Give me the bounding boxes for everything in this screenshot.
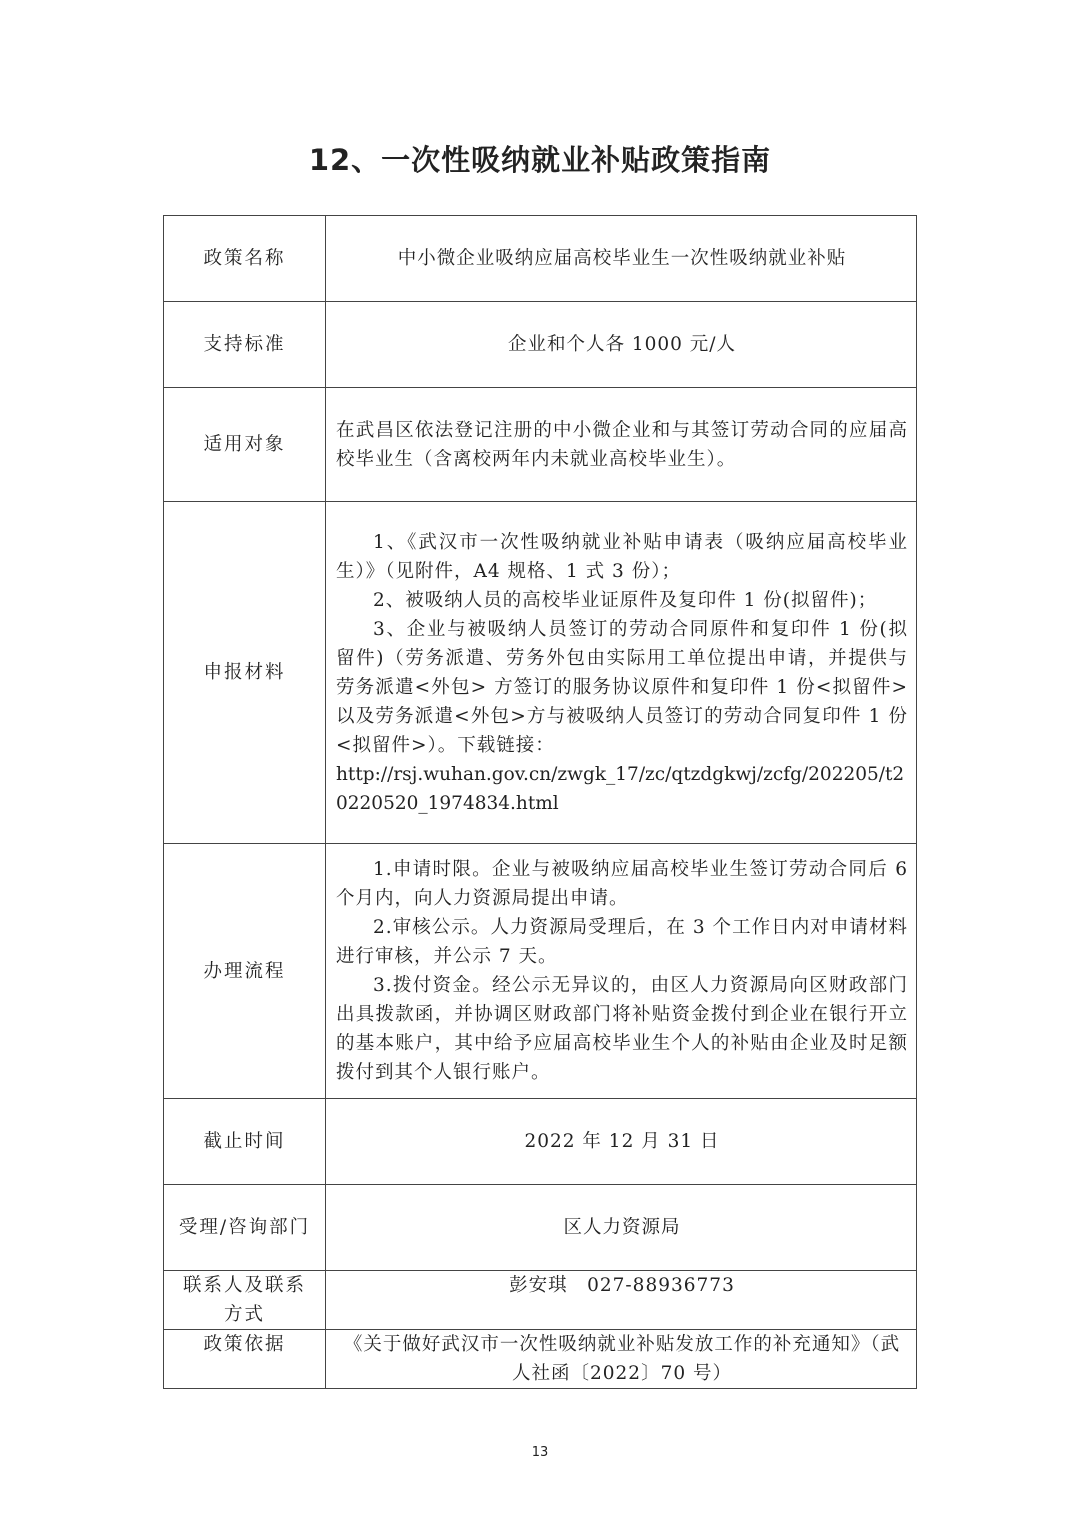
- deadline-value: 2022 年 12 月 31 日: [326, 1099, 917, 1185]
- materials-item-1: 1、《武汉市一次性吸纳就业补贴申请表（吸纳应届高校毕业生）》（见附件，A4 规格、1 式 3 份）；: [336, 531, 908, 582]
- process-step-2: 2.审核公示。人力资源局受理后，在 3 个工作日内对申请材料进行审核，并公示 7 天。: [336, 917, 908, 967]
- materials-download-link[interactable]: http://rsj.wuhan.gov.cn/zwgk_17/zc/qtzdgkwj/zcfg/202205/t20220520_1974834.html: [336, 763, 905, 814]
- table-row-deadline: [164, 1099, 917, 1185]
- policy-name-label: 政策名称: [164, 216, 326, 302]
- policy-name-value: 中小微企业吸纳应届高校毕业生一次性吸纳就业补贴: [326, 216, 917, 302]
- table-row-basis: [164, 1330, 917, 1389]
- process-label: 办理流程: [164, 844, 326, 1099]
- process-step-1: 1.申请时限。企业与被吸纳应届高校毕业生签订劳动合同后 6 个月内，向人力资源局提出申请。: [336, 859, 908, 909]
- policy-table: [163, 215, 917, 1389]
- table-row-process: [164, 844, 917, 1099]
- department-value: 区人力资源局: [326, 1185, 917, 1271]
- materials-item-3: 3、企业与被吸纳人员签订的劳动合同原件和复印件 1 份(拟留件)（劳务派遣、劳务外包由实际用工单位提出申请，并提供与劳务派遣<外包> 方签订的服务协议原件和复印件 1 份<拟留件> 以及劳务派遣<外包>方与被吸纳人员签订的劳动合同复印件 1 份<拟留件>）。下载链接：: [336, 618, 908, 756]
- department-label: 受理/咨询部门: [164, 1185, 326, 1271]
- table-row-applicable-target: [164, 388, 917, 502]
- process-step-3: 3.拨付资金。经公示无异议的，由区人力资源局向区财政部门出具拨款函，并协调区财政部门将补贴资金拨付到企业在银行开立的基本账户，其中给予应届高校毕业生个人的补贴由企业及时足额拨付到其个人银行账户。: [336, 975, 908, 1083]
- applicable-target-label: 适用对象: [164, 388, 326, 502]
- materials-item-2: 2、被吸纳人员的高校毕业证原件及复印件 1 份(拟留件)；: [373, 589, 878, 611]
- document-title: 12、一次性吸纳就业补贴政策指南: [308, 143, 772, 177]
- page-number: 13: [531, 1445, 549, 1460]
- table-row-contact: [164, 1271, 917, 1330]
- basis-label: 政策依据: [164, 1330, 326, 1389]
- contact-label: 联系人及联系方式: [164, 1271, 326, 1330]
- basis-value: 《关于做好武汉市一次性吸纳就业补贴发放工作的补充通知》（武人社函〔2022〕70 号）: [326, 1330, 917, 1389]
- support-standard-label: 支持标准: [164, 302, 326, 388]
- deadline-label: 截止时间: [164, 1099, 326, 1185]
- contact-value: 彭安琪 027-88936773: [326, 1271, 917, 1330]
- table-row-department: [164, 1185, 917, 1271]
- support-standard-value: 企业和个人各 1000 元/人: [326, 302, 917, 388]
- materials-value: [326, 502, 917, 844]
- table-row-policy-name: [164, 216, 917, 302]
- table-row-materials: [164, 502, 917, 844]
- table-row-support-standard: [164, 302, 917, 388]
- materials-label: 申报材料: [164, 502, 326, 844]
- applicable-target-value: 在武昌区依法登记注册的中小微企业和与其签订劳动合同的应届高校毕业生（含离校两年内未就业高校毕业生）。: [326, 388, 917, 502]
- process-value: [326, 844, 917, 1099]
